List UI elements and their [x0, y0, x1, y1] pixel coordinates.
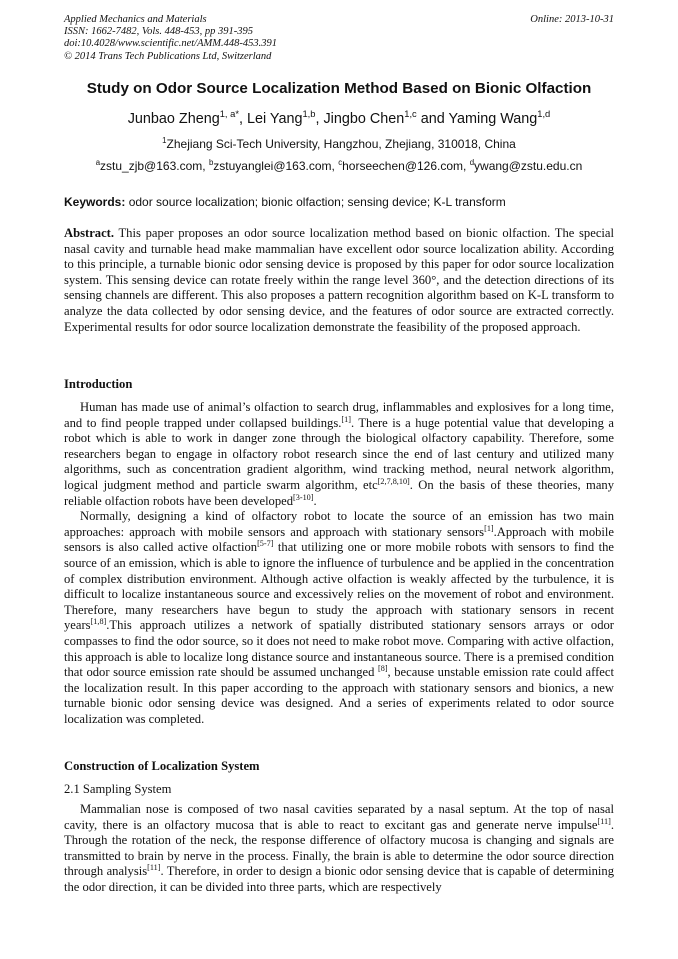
paragraph [64, 509, 614, 727]
text-run: .Approach with mobile sensors is also called active olfaction [64, 524, 615, 555]
author-emails [30, 159, 648, 173]
affiliation-sup: 1 [162, 136, 167, 145]
text-run: . On the basis of these theories, many reliable olfaction robots have been developed [64, 477, 615, 508]
keywords-text: odor source localization; bionic olfaction; sensing device; K-L transform [125, 195, 506, 209]
abstract-label: Abstract. [64, 226, 115, 240]
citation-sup: [1] [484, 523, 494, 533]
keywords-label: Keywords: [64, 195, 126, 209]
text-run: Human has made use of animal’s olfaction to search drug, inflammables and explosives for a long time, and to find people trapped under collapsed buildings. [64, 400, 614, 430]
journal-header [64, 14, 614, 63]
paper-title: Study on Odor Source Localization Method Based on Bionic Olfaction [86, 80, 592, 97]
issn-line: ISSN: 1662-7482, Vols. 448-453, pp 391-395 [64, 26, 253, 38]
email-link[interactable]: horseechen@126.com, [342, 159, 470, 173]
abstract-text: This paper proposes an odor source localization method based on bionic olfaction. The special nasal cavity and turnable head make mammalian have excellent odor source localization ability. According to this principle, a turnable bionic odor sensing device is proposed by this paper for odor source localization system. This sensing device can rotate freely within the range level 360°, and the detection directions of its sensing channels are different. This also proposes a pattern recognition algorithm based on K-L transform to analyze the data collected by odor sensing device, and the features of odor source are extracted correctly. Experimental results for odor source localization demonstrate the feasibility of the proposed approach. [64, 226, 614, 334]
author-sup: 1, a* [219, 109, 239, 120]
email-sup: c [338, 158, 343, 167]
author-name: Jingbo Chen [323, 111, 405, 127]
citation-sup: [1] [341, 414, 351, 424]
citation-sup: [8] [378, 663, 388, 673]
text-run: . [313, 493, 317, 508]
text-run: Normally, designing a kind of olfactory robot to locate the source of an emission has two main approaches: approach with mobile sensors and approach with stationary sensors [64, 509, 614, 539]
introduction-body [64, 400, 614, 727]
paragraph [64, 400, 614, 509]
paragraph [64, 802, 614, 896]
citation-sup: [1,8] [90, 617, 107, 627]
author-list [40, 111, 638, 127]
text-run: .This approach utilizes a network of spatially distributed stationary sensors arrays or odor compasses to find the odor source, so it does not need to make robot move. Comparing with active olfaction, this approach is able to localize long distance source and instantaneous source. There is a premised condition that odor source emission rate should be assumed unchanged [64, 618, 614, 680]
section-heading-introduction: Introduction [64, 377, 133, 391]
copyright-line: © 2014 Trans Tech Publications Ltd, Switzerland [64, 50, 272, 62]
author-sup: 1,d [537, 109, 551, 120]
text-run: that utilizing one or more mobile robots with sensors to find the source of an emission, which is able to ignore the influence of turbulence and be applied in the concentration of complex distribution environment. Although active olfaction is weakly affected by the turbulence, it is difficult to localize instantaneous source and excessively relies on the movement of robot and environment. Therefore, many researchers have begun to study the approach with stationary sensors in recent years [64, 540, 614, 633]
citation-sup: [2,7,8,10] [377, 476, 410, 486]
email-sup: d [469, 158, 475, 167]
citation-sup: [11] [147, 863, 161, 873]
affiliation-text: Zhejiang Sci-Tech University, Hangzhou, Zhejiang, 310018, China [166, 137, 516, 151]
abstract [64, 226, 614, 335]
author-sup: 1,c [404, 109, 417, 120]
email-link[interactable]: zstuyanglei@163.com, [213, 159, 339, 173]
author-sup: 1,b [302, 109, 316, 120]
construction-body [64, 802, 614, 896]
author-and: and [416, 111, 449, 127]
text-run: . There is a huge potential value that developing a robot which is able to work in danger zone through the biological olfactory capability. Therefore, some researchers began to engage in olfactory robot research since the end of last century and utilized many algorithms, such as concentration gradient algorithm, wind tracking method, neural network algorithm, logical judgment method and particle swarm algorithm, etc [64, 415, 614, 492]
author-separator: , [238, 111, 247, 127]
affiliation [30, 137, 648, 151]
author-name: Junbao Zheng [127, 111, 220, 127]
author-name: Lei Yang [246, 111, 303, 127]
text-run: . Therefore, in order to design a bionic odor sensing device that is capable of determining the odor direction, it can be divided into three parts, which are respectively [64, 864, 614, 894]
keywords [64, 195, 614, 209]
citation-sup: [3-10] [293, 492, 314, 502]
section-heading-construction: Construction of Localization System [64, 759, 260, 773]
text-run: , because unstable emission rate could affect the localization result. In this paper according to the approach with stationary sensors and bionics, a new turnable bionic odor sensing device was designed. And a series of experiments related to odor source localization was completed. [64, 665, 614, 726]
email-link[interactable]: zstu_zjb@163.com, [100, 159, 209, 173]
email-sup: a [95, 158, 101, 167]
online-date: Online: 2013-10-31 [530, 14, 614, 25]
citation-sup: [5-7] [257, 539, 274, 549]
author-name: Yaming Wang [448, 111, 538, 127]
subsection-heading: 2.1 Sampling System [64, 782, 172, 796]
author-separator: , [315, 111, 324, 127]
citation-sup: [11] [597, 816, 611, 826]
journal-name: Applied Mechanics and Materials [64, 14, 207, 25]
doi-line: doi:10.4028/www.scientific.net/AMM.448-453.391 [64, 38, 277, 50]
text-run: Mammalian nose is composed of two nasal cavities separated by a nasal septum. At the top of nasal cavity, there is an olfactory mucosa that is able to react to excitant gas and generate nerve impulse [64, 802, 614, 832]
email-link[interactable]: ywang@zstu.edu.cn [474, 159, 583, 173]
email-sup: b [208, 158, 214, 167]
text-run: . Through the rotation of the neck, the response difference of olfactory mucosa is changing and signals are transmitted to brain by nerve in the process. Finally, the brain is able to determine the odor source direction through analysis [64, 817, 614, 879]
